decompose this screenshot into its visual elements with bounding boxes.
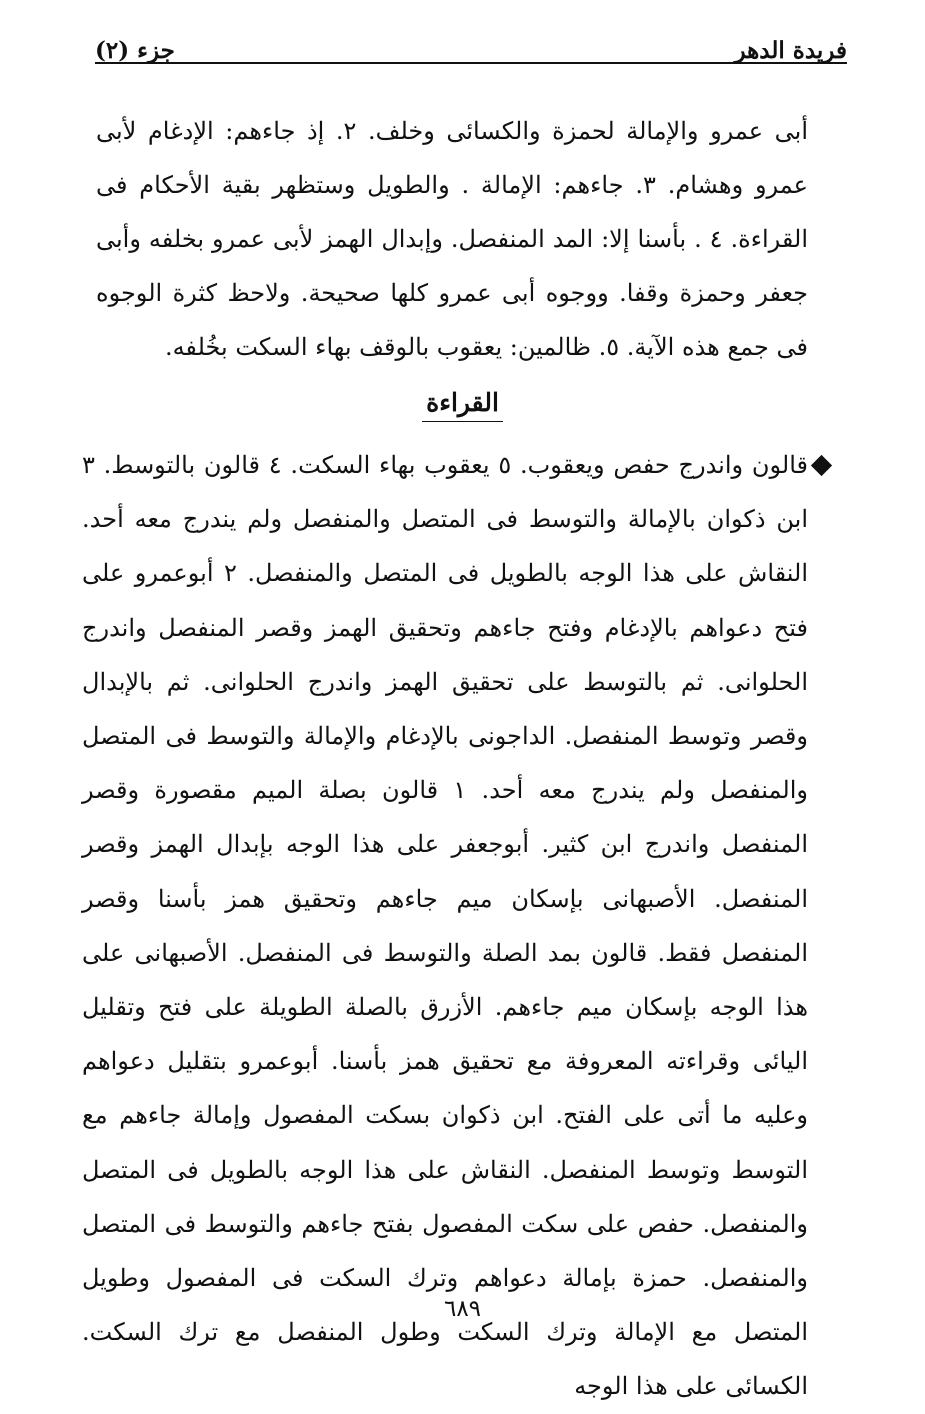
footnotes-block xyxy=(96,104,808,374)
reading-body xyxy=(82,438,808,1414)
header-divider xyxy=(95,62,847,64)
running-header xyxy=(95,14,847,64)
book-title: فريدة الدهر xyxy=(734,37,847,64)
volume-label: جزء (٢) xyxy=(95,37,175,64)
reading-paragraph: قالون واندرج حفص ويعقوب. ٥ يعقوب بهاء السكت. ٤ قالون بالتوسط. ٣ ابن ذكوان بالإمالة والتوسط فى المتصل والمنفصل ولم يندرج معه أحد. النقاش على هذا الوجه بالطويل فى المتصل والمنفصل. ٢ أبوعمرو على فتح دعواهم بالإدغام وفتح جاءهم وتحقيق الهمز وقصر المنفصل واندرج الحلوانى. ثم بالتوسط على تحقيق الهمز واندرج الحلوانى. ثم بالإبدال وقصر وتوسط المنفصل. الداجونى بالإدغام والإمالة والتوسط فى المتصل والمنفصل ولم يندرج معه أحد. ١ قالون بصلة الميم مقصورة وقصر المنفصل واندرج ابن كثير. أبوجعفر على هذا الوجه بإبدال الهمز وقصر المنفصل. الأصبهانى بإسكان ميم جاءهم وتحقيق همز بأسنا وقصر المنفصل فقط. قالون بمد الصلة والتوسط فى المنفصل. الأصبهانى على هذا الوجه بإسكان ميم جاءهم. الأزرق بالصلة الطويلة على فتح وتقليل اليائى وقراءته المعروفة مع تحقيق همز بأسنا. أبوعمرو بتقليل دعواهم وعليه ما أتى على الفتح. ابن ذكوان بسكت المفصول وإمالة جاءهم مع التوسط وتوسط المنفصل. النقاش على هذا الوجه بالطويل فى المتصل والمنفصل. حفص على سكت المفصول بفتح جاءهم والتوسط فى المتصل والمنفصل. حمزة بإمالة دعواهم وترك السكت فى المفصول وطويل المتصل مع الإمالة وترك السكت وطول المنفصل مع ترك السكت. الكسائى على هذا الوجه xyxy=(82,451,809,1401)
section-title: القراءة xyxy=(422,388,503,422)
page-number: ٦٨٩ xyxy=(443,1296,482,1322)
footnotes-paragraph: أبى عمرو والإمالة لحمزة والكسائى وخلف. ٢. إذ جاءهم: الإدغام لأبى عمرو وهشام. ٣. جاءهم: الإمالة . والطويل وستظهر بقية الأحكام فى القراءة. ٤ . بأسنا إلا: المد المنفصل. وإبدال الهمز لأبى عمرو بخلفه وأبى جعفر وحمزة وقفا. ووجوه أبى عمرو كلها صحيحة. ولاحظ كثرة الوجوه فى جمع هذه الآية. ٥. ظالمين: يعقوب بالوقف بهاء السكت بخُلفه. xyxy=(96,117,809,361)
section-heading xyxy=(0,388,925,422)
diamond-bullet-icon xyxy=(811,455,832,476)
